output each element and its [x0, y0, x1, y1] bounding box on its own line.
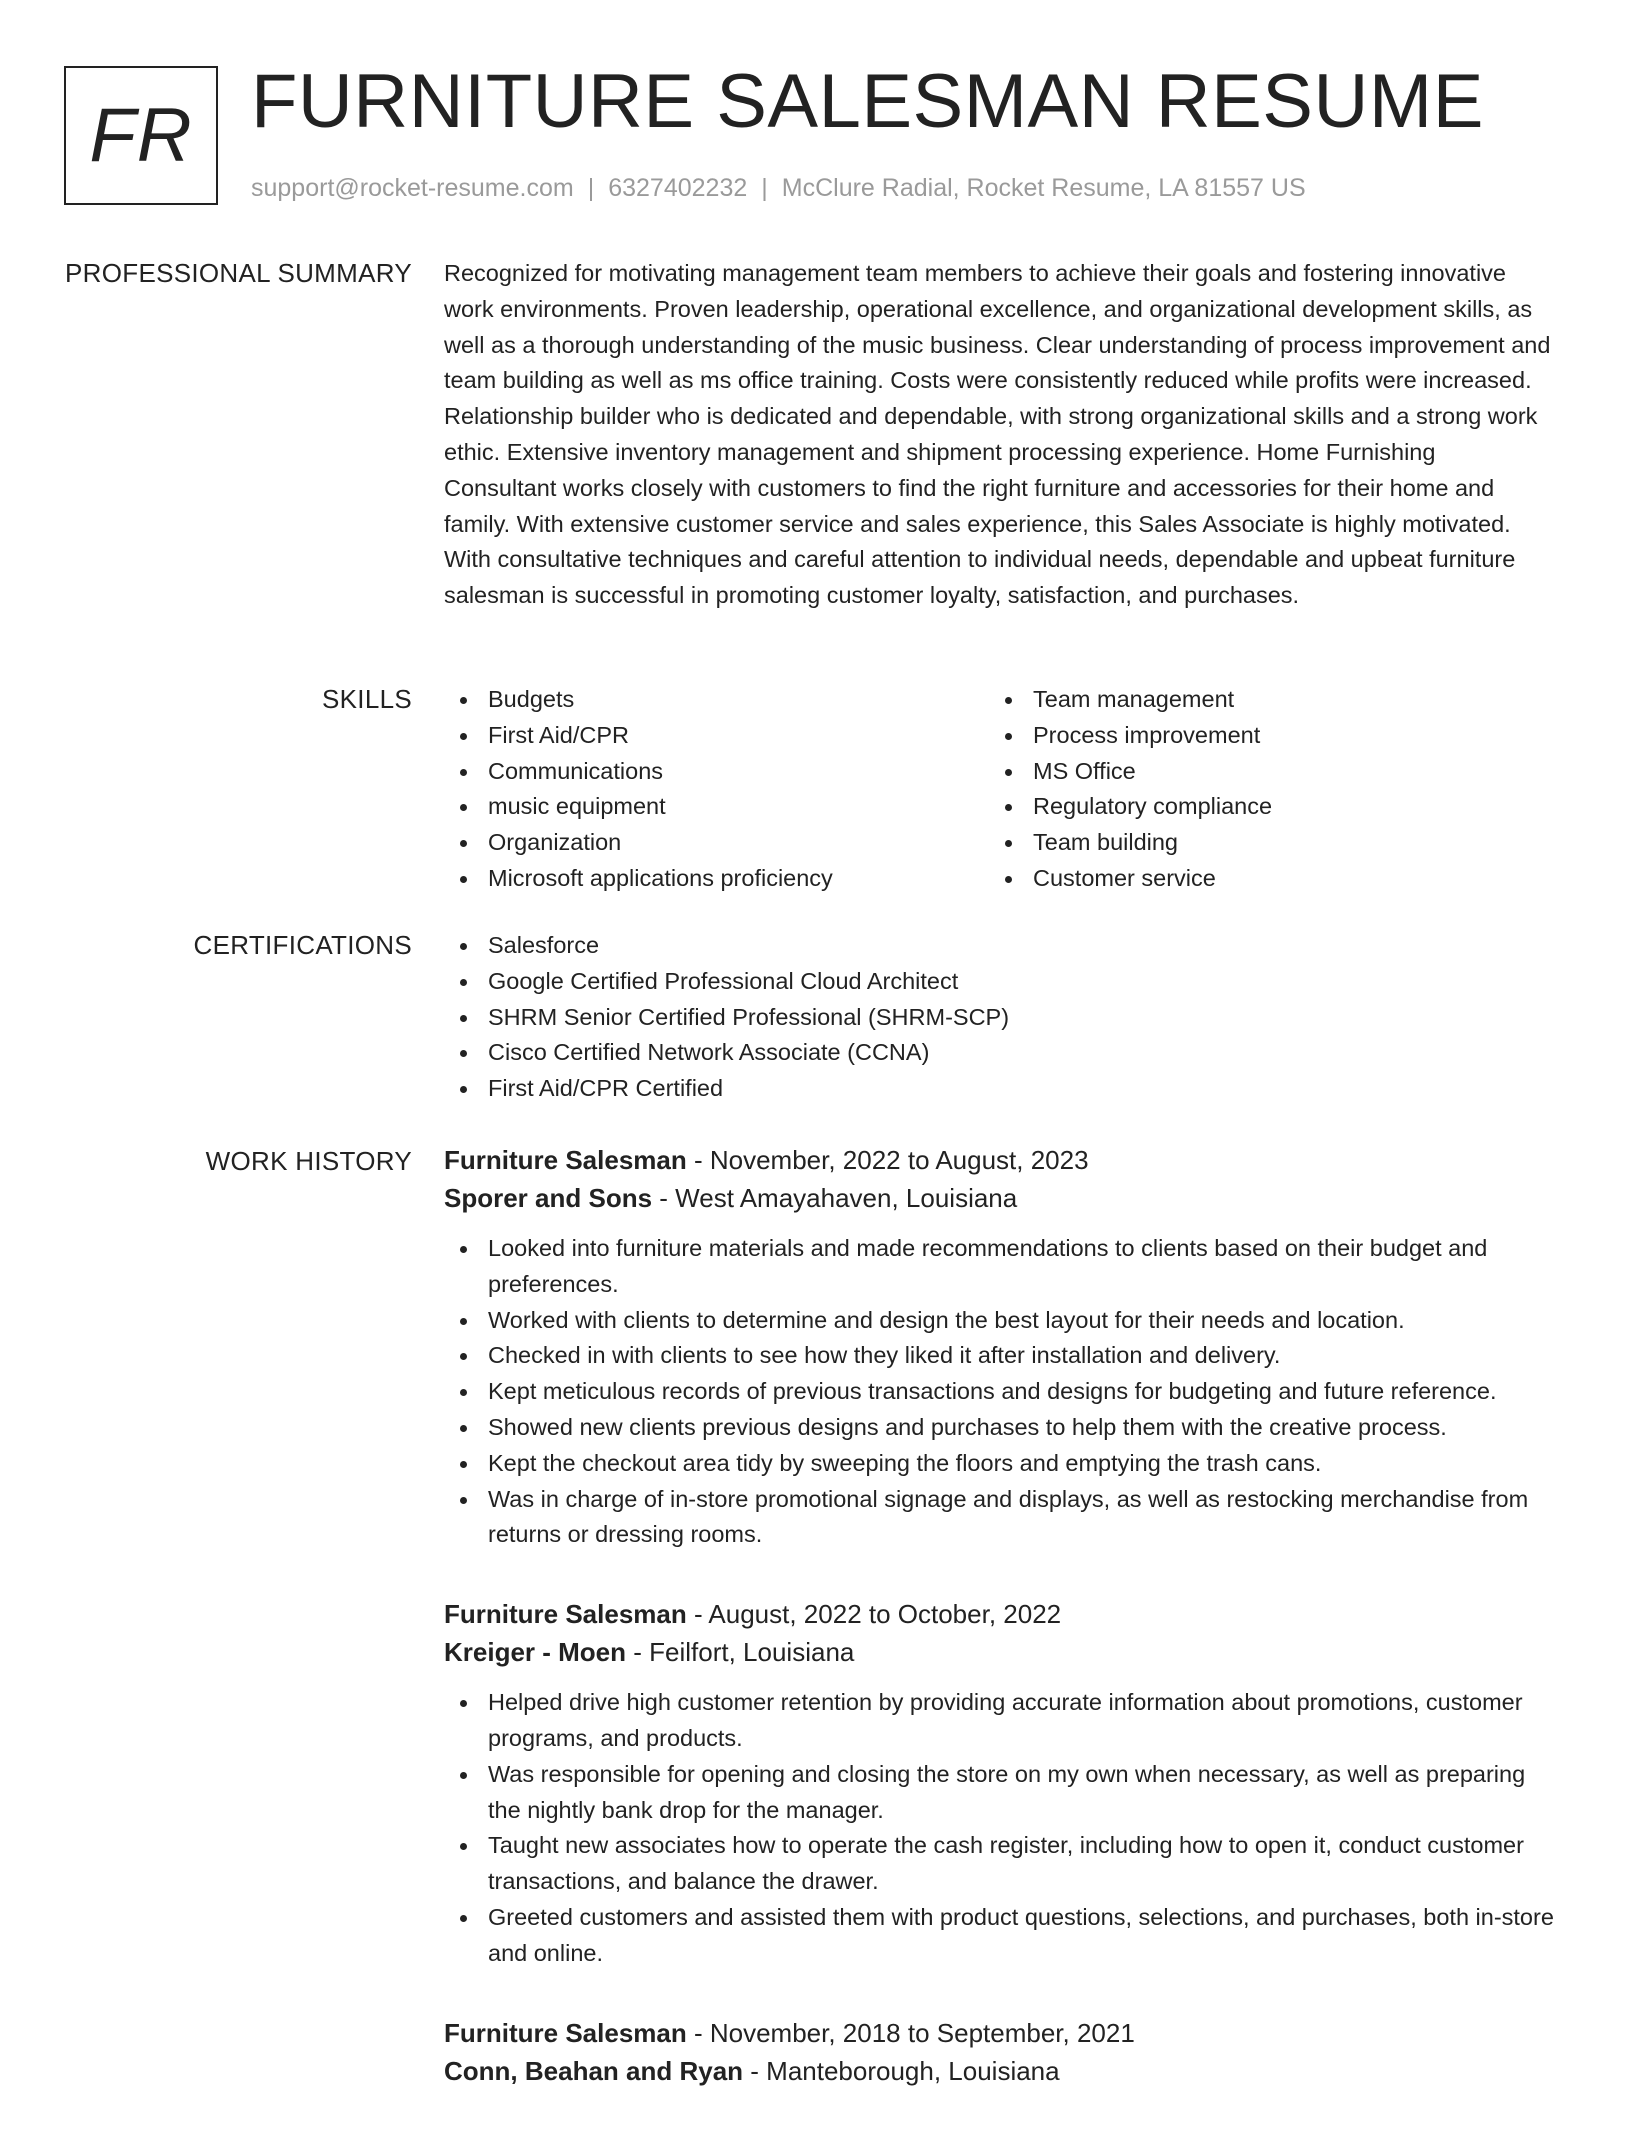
- certifications-section: [444, 928, 1554, 1107]
- job-company: Sporer and Sons: [444, 1183, 653, 1213]
- skill-item: Regulatory compliance: [989, 789, 1534, 825]
- job-bullets: [444, 1231, 1554, 1553]
- skill-item: music equipment: [444, 789, 989, 825]
- skills-list-right: [989, 682, 1534, 897]
- job-location: - West Amayahaven, Louisiana: [659, 1183, 1018, 1213]
- job-title-line: [444, 2014, 1554, 2052]
- contact-email[interactable]: support@rocket-resume.com: [251, 174, 574, 202]
- skill-item: Communications: [444, 754, 989, 790]
- job-bullets: [444, 1685, 1554, 1971]
- job-bullet: Showed new clients previous designs and purchases to help them with the creative process.: [444, 1410, 1554, 1446]
- skills-list-left: [444, 682, 989, 897]
- job-company-line: [444, 1633, 1554, 1671]
- monogram-text: FR: [89, 93, 193, 178]
- summary-text: Recognized for motivating management team members to achieve their goals and fostering innovative work environments. Proven leadership, operational excellence, and organizational development skills, as well as a thorough understanding of the music business. Clear understanding of process improvement and team building as well as ms office training. Costs were consistently reduced while profits were increased. Relationship builder who is dedicated and dependable, with strong organizational skills and a strong work ethic. Extensive inventory management and shipment processing experience. Home Furnishing Consultant works closely with customers to find the right furniture and accessories for their home and family. With extensive customer service and sales experience, this Sales Associate is highly motivated. With consultative techniques and careful attention to individual needs, dependable and upbeat furniture salesman is successful in promoting customer loyalty, satisfaction, and purchases.: [444, 260, 1551, 609]
- job-company: Conn, Beahan and Ryan: [444, 2055, 744, 2086]
- skill-item: MS Office: [989, 754, 1534, 790]
- job-title: Furniture Salesman: [444, 1599, 687, 1630]
- skills-grid: [444, 682, 1554, 897]
- skills-section: [444, 682, 1554, 897]
- contact-separator: |: [761, 174, 768, 202]
- certifications-list: [444, 928, 1554, 1107]
- certification-item: Google Certified Professional Cloud Architect: [444, 964, 1554, 1000]
- job-bullet: Looked into furniture materials and made recommendations to clients based on their budget and preferences.: [444, 1231, 1554, 1303]
- contact-line: [251, 174, 1306, 203]
- job-bullet: Helped drive high customer retention by providing accurate information about promotions, customer programs, and products.: [444, 1685, 1554, 1757]
- job-dates: - November, 2022 to August, 2023: [693, 1145, 1089, 1175]
- job-entry: [444, 1595, 1554, 1971]
- job-bullet: Kept the checkout area tidy by sweeping the floors and emptying the trash cans.: [444, 1446, 1554, 1482]
- skill-item: Team building: [989, 825, 1534, 861]
- skill-item: Customer service: [989, 861, 1534, 897]
- certifications-heading: CERTIFICATIONS: [193, 930, 412, 960]
- monogram-logo: [64, 66, 218, 205]
- job-bullet: Was responsible for opening and closing the store on my own when necessary, as well as preparing the nightly bank drop for the manager.: [444, 1757, 1554, 1829]
- certification-item: Salesforce: [444, 928, 1554, 964]
- skill-item: Budgets: [444, 682, 989, 718]
- job-bullet: Kept meticulous records of previous transactions and designs for budgeting and future reference.: [444, 1374, 1554, 1410]
- skill-item: Team management: [989, 682, 1534, 718]
- certification-item: Cisco Certified Network Associate (CCNA): [444, 1035, 1554, 1071]
- job-company-line: [444, 1179, 1554, 1217]
- job-title-line: [444, 1595, 1554, 1633]
- job-bullet: Was in charge of in-store promotional signage and displays, as well as restocking merchandise from returns or dressing rooms.: [444, 1482, 1554, 1554]
- skill-item: First Aid/CPR: [444, 718, 989, 754]
- skill-item: Process improvement: [989, 718, 1534, 754]
- skill-item: Organization: [444, 825, 989, 861]
- job-company-line: [444, 2052, 1554, 2090]
- skill-item: Microsoft applications proficiency: [444, 861, 989, 897]
- job-entry: [444, 1141, 1554, 1553]
- contact-address: McClure Radial, Rocket Resume, LA 81557 US: [781, 174, 1306, 202]
- work-history-heading: WORK HISTORY: [205, 1146, 412, 1176]
- job-bullet: Worked with clients to determine and design the best layout for their needs and location.: [444, 1303, 1554, 1339]
- job-title: Furniture Salesman: [444, 2017, 687, 2048]
- certification-item: SHRM Senior Certified Professional (SHRM-SCP): [444, 1000, 1554, 1036]
- job-bullet: Checked in with clients to see how they liked it after installation and delivery.: [444, 1338, 1554, 1374]
- job-location: - Feilfort, Louisiana: [633, 1637, 855, 1668]
- job-title-line: [444, 1141, 1554, 1179]
- job-entry: [444, 2014, 1554, 2090]
- job-bullet: Greeted customers and assisted them with product questions, selections, and purchases, both in-store and online.: [444, 1900, 1554, 1972]
- skills-heading: SKILLS: [322, 684, 412, 714]
- job-location: - Manteborough, Louisiana: [750, 2055, 1060, 2086]
- job-bullet: Taught new associates how to operate the cash register, including how to open it, conduct customer transactions, and balance the drawer.: [444, 1828, 1554, 1900]
- job-company: Kreiger - Moen: [444, 1637, 627, 1668]
- job-dates: - August, 2022 to October, 2022: [693, 1599, 1062, 1630]
- summary-heading: PROFESSIONAL SUMMARY: [65, 258, 412, 288]
- certification-item: First Aid/CPR Certified: [444, 1071, 1554, 1107]
- contact-separator: |: [587, 174, 595, 202]
- job-title: Furniture Salesman: [444, 1145, 687, 1175]
- contact-phone[interactable]: 6327402232: [608, 174, 748, 202]
- page-title: FURNITURE SALESMAN RESUME: [251, 59, 1484, 144]
- work-history-section: [444, 1141, 1554, 2132]
- job-dates: - November, 2018 to September, 2021: [693, 2017, 1135, 2048]
- summary-section: [444, 256, 1554, 614]
